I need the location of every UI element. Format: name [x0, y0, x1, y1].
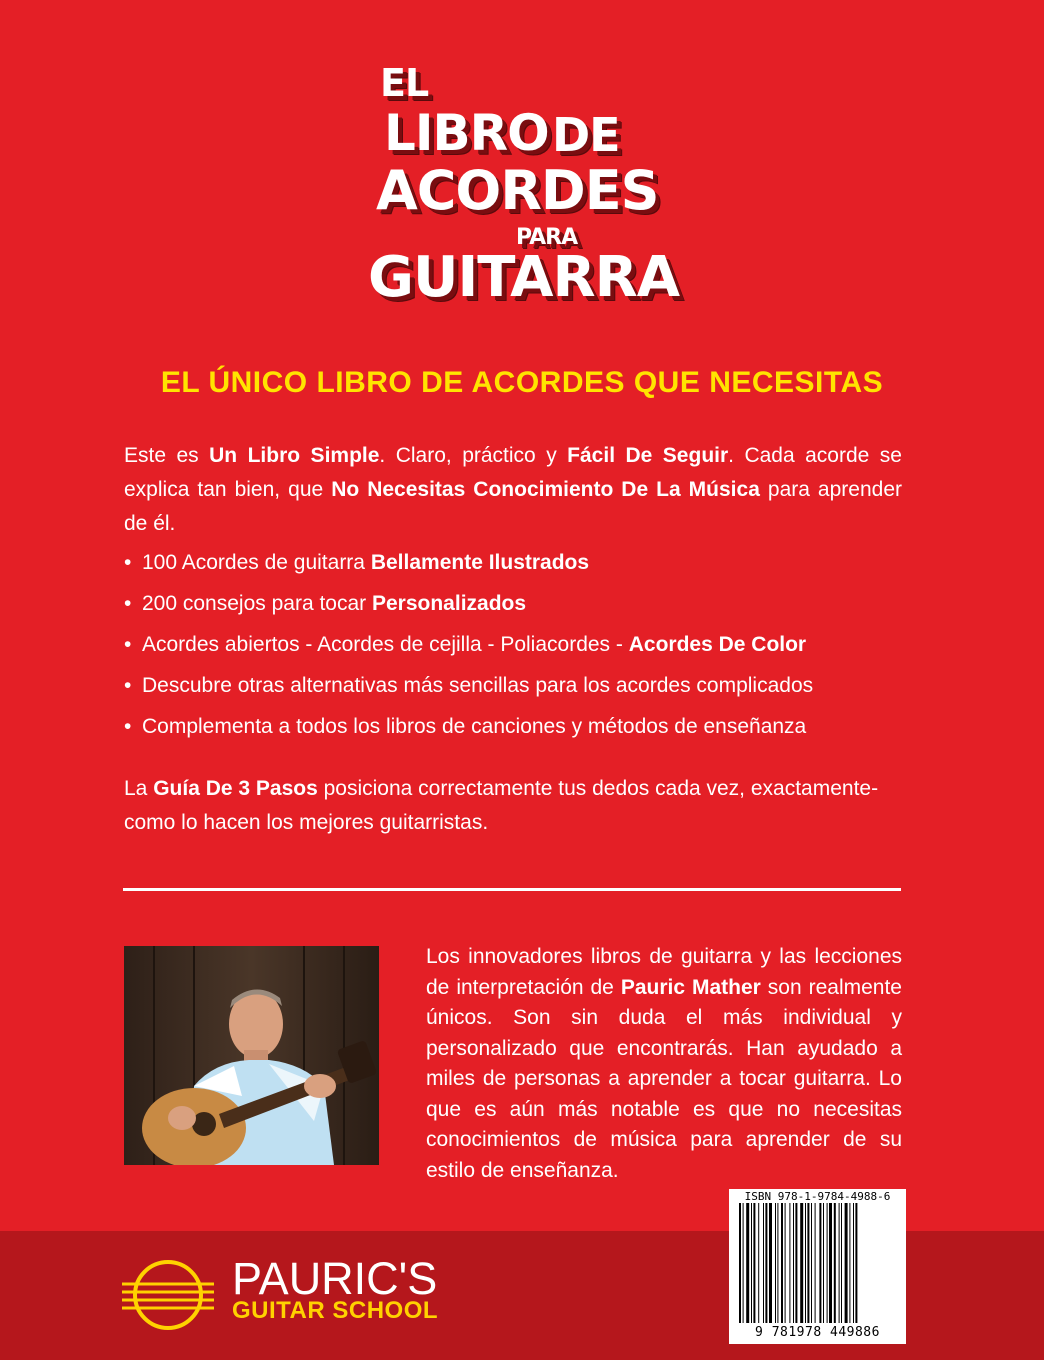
barcode-bar [769, 1203, 772, 1323]
barcode-bar [829, 1203, 832, 1323]
bullet-bold: Personalizados [371, 592, 527, 615]
barcode-bar [781, 1203, 783, 1323]
title-line-acordes: ACORDES [376, 159, 659, 222]
barcode-bar [795, 1203, 797, 1323]
divider [123, 888, 901, 891]
logo-name: PAURIC'S [232, 1253, 438, 1304]
barcode-bars [737, 1203, 899, 1325]
bullet-icon: • [124, 592, 132, 615]
bullet-icon: • [124, 674, 132, 697]
list-item [124, 710, 924, 751]
barcode-bar [845, 1203, 848, 1323]
barcode-bar [849, 1203, 850, 1323]
bullet-text: 200 consejos para tocar [142, 592, 372, 615]
intro-bold-1: Un Libro Simple [209, 444, 380, 467]
intro-bold-3: No Necesitas Conocimiento De La Música [331, 478, 760, 501]
barcode-bar [841, 1203, 842, 1323]
guide-bold: Guía De 3 Pasos [153, 777, 318, 800]
tagline: EL ÚNICO LIBRO DE ACORDES QUE NECESITAS [160, 366, 884, 399]
guide-text-2: posiciona correctamente tus dedos cada vez, exactamente- [317, 777, 879, 800]
logo-subtitle: GUITAR SCHOOL [232, 1297, 439, 1324]
barcode-bar [753, 1203, 755, 1323]
bullet-bold: Bellamente Ilustrados [370, 551, 590, 574]
list-item [124, 628, 924, 669]
bullet-text: Descubre otras alternativas más sencillas para los acordes complicados [142, 674, 814, 697]
bio-text-1: Los innovadores libros de guitarra y las lecciones de interpretación de [426, 945, 902, 999]
barcode-bar [746, 1203, 749, 1323]
author-photo [124, 946, 379, 1165]
barcode-bar [775, 1203, 776, 1323]
intro-text-3: . Cada acorde se explica tan bien, que [124, 444, 902, 501]
barcode-bar [758, 1203, 759, 1323]
barcode-bar [743, 1203, 744, 1323]
barcode-bar [763, 1203, 764, 1323]
title-line-para: PARA [516, 225, 578, 250]
barcode-bar [855, 1203, 857, 1323]
barcode [729, 1189, 906, 1344]
barcode-bar [807, 1203, 809, 1323]
intro-text-4: para aprender de él. [124, 478, 902, 535]
barcode-bar [819, 1203, 821, 1323]
bio-text-2: son realmente únicos. Son sin duda el más individual y personalizado que encontrarás. Han ayudado a miles de personas a aprender a tocar guitarra. Lo que es aún más notable es que no necesitas conocimientos de música para aprender de su estilo de enseñanza. [426, 975, 902, 1182]
list-item [124, 587, 924, 628]
intro-text-2: . Claro, práctico y [379, 444, 568, 467]
bullet-text: Complementa a todos los libros de canciones y métodos de enseñanza [142, 715, 807, 738]
bullet-icon: • [124, 551, 132, 574]
barcode-bar [827, 1203, 828, 1323]
title-line-libro: LIBRO [384, 104, 549, 162]
guide-text-1: La [124, 777, 154, 800]
guitar-school-logo-icon [122, 1258, 214, 1332]
isbn-label: ISBN 978-1-9784-4988-6 [744, 1190, 891, 1203]
bullet-icon: • [124, 633, 132, 656]
bullet-icon: • [124, 715, 132, 738]
bullet-text: Acordes abiertos - Acordes de cejilla - Poliacordes - [142, 633, 629, 656]
barcode-bar [751, 1203, 752, 1323]
bullet-text: 100 Acordes de guitarra [142, 551, 371, 574]
intro-bold-2: Fácil De Seguir [567, 444, 729, 467]
barcode-bar [739, 1203, 741, 1323]
barcode-bar [839, 1203, 840, 1323]
author-name: Pauric Mather [620, 975, 761, 999]
barcode-bar [853, 1203, 854, 1323]
guide-paragraph [124, 772, 914, 840]
list-item [124, 546, 924, 587]
barcode-bar [789, 1203, 790, 1323]
barcode-bar [815, 1203, 816, 1323]
barcode-bar [811, 1203, 812, 1323]
bullet-bold: Acordes De Color [628, 633, 807, 656]
author-photo-illustration [124, 946, 379, 1165]
barcode-bar [800, 1203, 803, 1323]
intro-text-1: Este es [124, 444, 210, 467]
feature-list [124, 546, 924, 751]
barcode-bar [823, 1203, 824, 1323]
barcode-bar [765, 1203, 767, 1323]
isbn-digits: 9 781978 449886 [755, 1325, 880, 1340]
title-line-de: DE [552, 108, 620, 162]
title-line-guitarra: GUITARRA [368, 245, 680, 310]
title-line-el: EL [380, 61, 429, 105]
barcode-bar [785, 1203, 786, 1323]
author-bio [426, 942, 902, 1186]
guide-text-3: como lo hacen los mejores guitarristas. [124, 811, 489, 834]
intro-paragraph [124, 439, 902, 541]
barcode-bar [793, 1203, 794, 1323]
barcode-bar [834, 1203, 836, 1323]
barcode-bar [805, 1203, 806, 1323]
list-item [124, 669, 924, 710]
barcode-bar [777, 1203, 778, 1323]
